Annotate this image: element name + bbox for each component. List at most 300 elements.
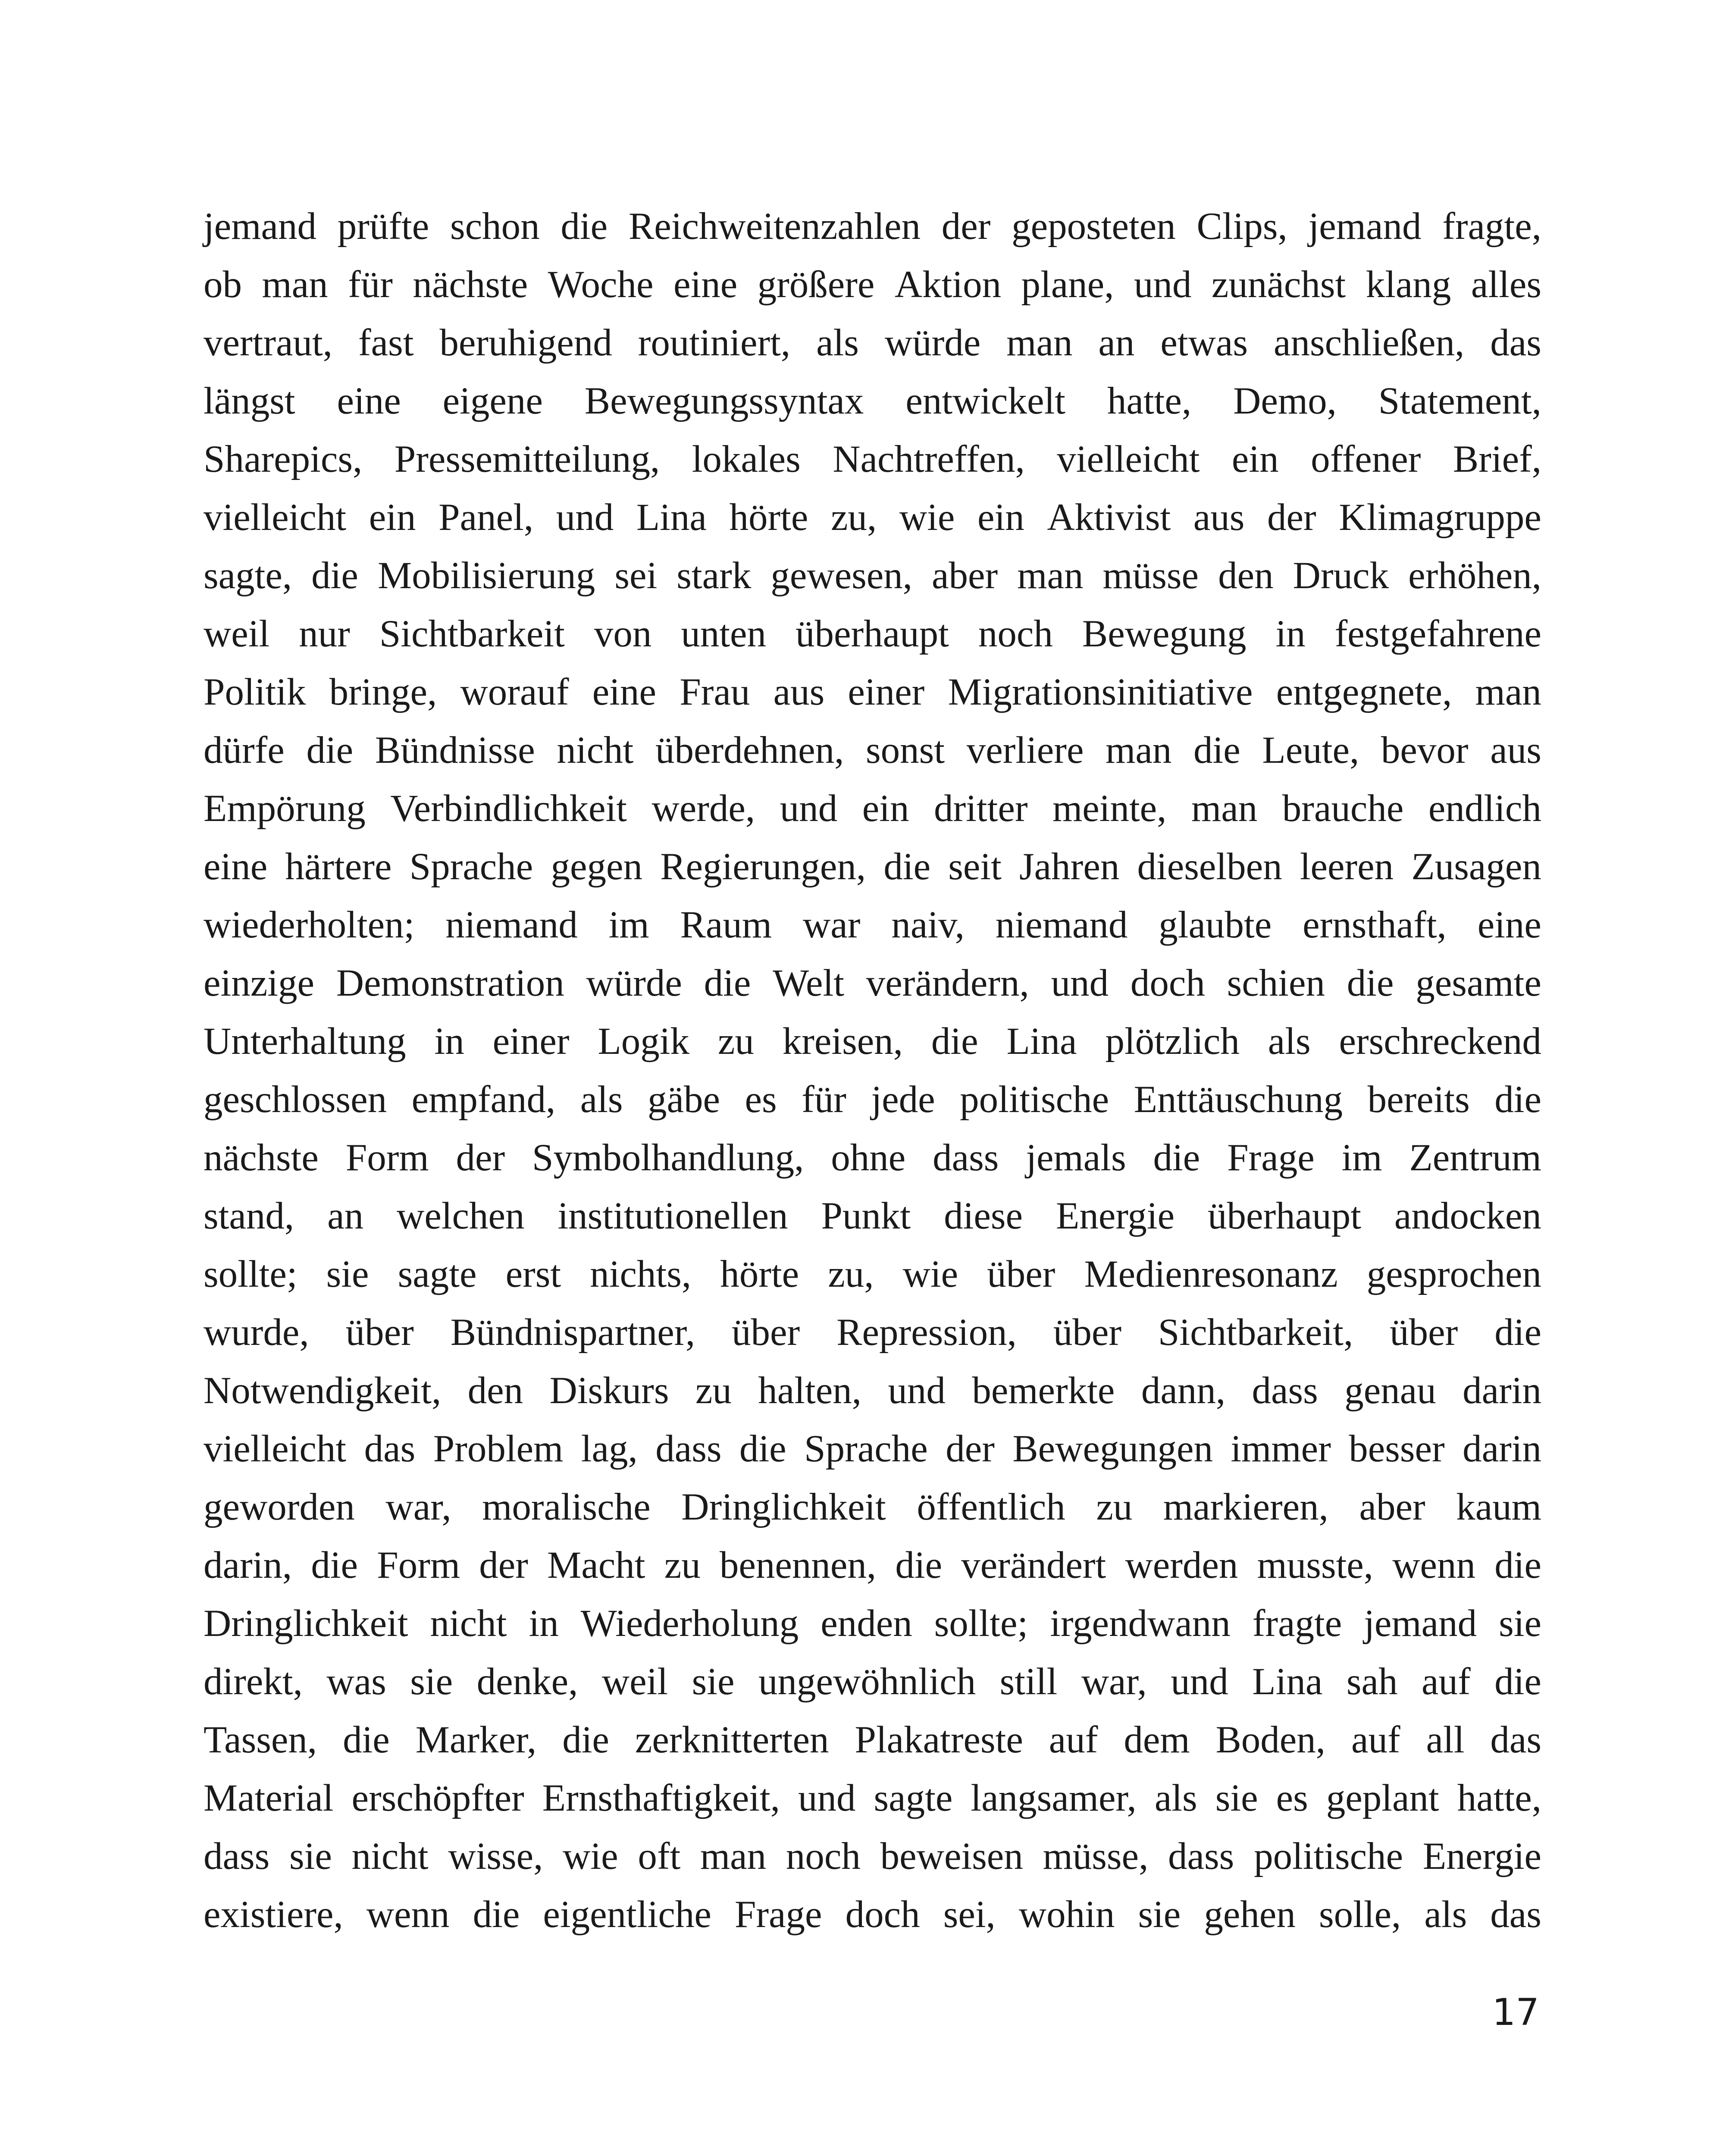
word: sie	[1499, 1602, 1541, 1645]
word: war	[802, 904, 861, 946]
word: hörte	[720, 1253, 799, 1295]
word: Migrationsinitiative	[948, 671, 1253, 713]
word: Leute,	[1262, 729, 1359, 771]
word: größere	[757, 263, 875, 306]
word: die	[306, 729, 354, 771]
word: besser	[1349, 1428, 1445, 1470]
word: entwickelt	[905, 380, 1066, 422]
word: sagte	[398, 1253, 477, 1295]
word: das	[1490, 1719, 1541, 1761]
word: wie	[899, 496, 955, 539]
word: doch	[1130, 962, 1205, 1004]
word: das	[364, 1428, 416, 1470]
word: sollte;	[934, 1602, 1028, 1645]
word: dass	[1168, 1835, 1234, 1877]
word: als	[816, 322, 859, 364]
word: der	[1267, 496, 1316, 539]
word: die	[739, 1428, 786, 1470]
word: erhöhen,	[1408, 555, 1541, 597]
word: Statement,	[1378, 380, 1541, 422]
word: die	[1494, 1661, 1541, 1703]
word: ohne	[831, 1137, 906, 1179]
word: zerknitterten	[635, 1719, 829, 1761]
text-line	[204, 1886, 1541, 1944]
word: von	[594, 613, 652, 655]
word: in	[1275, 613, 1306, 655]
word: erschöpfter	[351, 1777, 524, 1819]
word: zu	[717, 1020, 754, 1062]
word: Sichtbarkeit,	[1158, 1311, 1353, 1354]
word: sie	[289, 1835, 332, 1877]
word: noch	[786, 1835, 861, 1877]
word: doch	[845, 1893, 920, 1936]
word: die	[343, 1719, 390, 1761]
word: oft	[638, 1835, 681, 1877]
word: hörte	[729, 496, 808, 539]
word: die	[1193, 729, 1240, 771]
word: gesamte	[1416, 962, 1541, 1004]
text-line	[204, 430, 1541, 489]
text-line	[204, 547, 1541, 605]
word: war,	[1081, 1661, 1147, 1703]
word: die	[561, 205, 608, 248]
word: lag,	[581, 1428, 638, 1470]
word: Klimagruppe	[1339, 496, 1541, 539]
word: einzige	[204, 962, 314, 1004]
word: über	[1053, 1311, 1121, 1354]
word: als	[1154, 1777, 1197, 1819]
word: der	[456, 1137, 505, 1179]
word: werde,	[651, 787, 755, 830]
text-line	[204, 780, 1541, 838]
word: geworden	[204, 1486, 355, 1528]
word: Enttäuschung	[1134, 1078, 1343, 1121]
word: Sprache	[804, 1428, 928, 1470]
word: werden	[1125, 1544, 1238, 1586]
word: enden	[821, 1602, 912, 1645]
text-line	[204, 896, 1541, 954]
word: geschlossen	[204, 1078, 387, 1121]
word: Energie	[1422, 1835, 1541, 1877]
word: Aktivist	[1047, 496, 1171, 539]
word: eigentliche	[543, 1893, 711, 1936]
word: an	[1098, 322, 1135, 364]
word: nicht	[557, 729, 634, 771]
text-line	[204, 197, 1541, 256]
word: leeren	[1300, 846, 1394, 888]
word: unten	[681, 613, 767, 655]
word: man	[1475, 671, 1541, 713]
word: bereits	[1367, 1078, 1470, 1121]
word: zu,	[831, 496, 877, 539]
word: meinte,	[1052, 787, 1167, 830]
word: prüfte	[337, 205, 429, 248]
word: für	[348, 263, 393, 306]
word: immer	[1231, 1428, 1331, 1470]
word: als	[580, 1078, 623, 1121]
word: die	[883, 846, 931, 888]
word: auf	[1421, 1661, 1471, 1703]
word: eigene	[442, 380, 543, 422]
word: plane,	[1021, 263, 1114, 306]
word: die	[704, 962, 751, 1004]
word: aber	[1359, 1486, 1425, 1528]
word: über	[732, 1311, 800, 1354]
word: vielleicht	[204, 496, 347, 539]
word: fragte,	[1442, 205, 1541, 248]
word: erst	[505, 1253, 561, 1295]
word: offener	[1311, 438, 1421, 480]
word: naiv,	[891, 904, 965, 946]
word: es	[745, 1078, 777, 1121]
word: endlich	[1428, 787, 1541, 830]
word: niemand	[445, 904, 578, 946]
text-line	[204, 1478, 1541, 1536]
word: hatte,	[1457, 1777, 1541, 1819]
word: Plakatreste	[855, 1719, 1023, 1761]
word: fast	[358, 322, 414, 364]
text-line	[204, 1012, 1541, 1071]
word: über	[987, 1253, 1055, 1295]
word: erschreckend	[1339, 1020, 1541, 1062]
word: Lina	[1252, 1661, 1323, 1703]
word: auf	[1049, 1719, 1098, 1761]
word: war,	[385, 1486, 451, 1528]
word: Marker,	[415, 1719, 537, 1761]
word: wurde,	[204, 1311, 309, 1354]
word: Zusagen	[1411, 846, 1541, 888]
word: Symbolhandlung,	[532, 1137, 804, 1179]
word: nächste	[413, 263, 528, 306]
word: sei,	[943, 1893, 996, 1936]
word: Frage	[734, 1893, 822, 1936]
word: dritter	[934, 787, 1028, 830]
word: stand,	[204, 1195, 294, 1237]
text-line	[204, 1245, 1541, 1304]
text-line	[204, 372, 1541, 430]
word: sagte	[874, 1777, 953, 1819]
word: Wiederholung	[580, 1602, 799, 1645]
word: ein	[1231, 438, 1279, 480]
word: über	[1390, 1311, 1458, 1354]
text-line	[204, 721, 1541, 780]
text-line	[204, 1420, 1541, 1478]
word: nur	[299, 613, 350, 655]
word: sah	[1346, 1661, 1398, 1703]
word: den	[467, 1369, 523, 1412]
word: verändert	[961, 1544, 1106, 1586]
word: dem	[1124, 1719, 1190, 1761]
word: den	[1218, 555, 1274, 597]
word: die	[931, 1020, 978, 1062]
word: Energie	[1055, 1195, 1175, 1237]
word: aus	[1490, 729, 1541, 771]
word: man	[1191, 787, 1258, 830]
word: Dringlichkeit	[681, 1486, 886, 1528]
word: und	[1134, 263, 1192, 306]
word: die	[1494, 1544, 1541, 1586]
word: was	[326, 1661, 386, 1703]
word: Empörung	[204, 787, 366, 830]
word: dass	[1252, 1369, 1318, 1412]
word: nächste	[204, 1137, 319, 1179]
word: zu	[695, 1369, 732, 1412]
word: markieren,	[1163, 1486, 1328, 1528]
word: Punkt	[821, 1195, 911, 1237]
word: als	[1268, 1020, 1311, 1062]
word: einer	[492, 1020, 570, 1062]
word: im	[608, 904, 649, 946]
word: überhaupt	[1208, 1195, 1361, 1237]
word: das	[1490, 322, 1541, 364]
word: Dringlichkeit	[204, 1602, 408, 1645]
word: darin	[1463, 1428, 1541, 1470]
word: langsamer,	[971, 1777, 1137, 1819]
word: Logik	[598, 1020, 689, 1062]
word: vielleicht	[204, 1428, 347, 1470]
word: das	[1490, 1893, 1541, 1936]
word: verliere	[966, 729, 1084, 771]
text-line	[204, 256, 1541, 314]
word: ob	[204, 263, 242, 306]
word: vertraut,	[204, 322, 332, 364]
word: und	[1051, 962, 1109, 1004]
word: Bewegungen	[1012, 1428, 1213, 1470]
word: halten,	[758, 1369, 862, 1412]
word: sie	[1138, 1893, 1181, 1936]
word: benennen,	[719, 1544, 877, 1586]
word: still	[999, 1661, 1058, 1703]
text-line	[204, 1595, 1541, 1653]
text-line	[204, 605, 1541, 663]
word: Pressemitteilung,	[394, 438, 660, 480]
word: jemand	[204, 205, 316, 248]
word: Diskurs	[549, 1369, 669, 1412]
text-line	[204, 1827, 1541, 1886]
word: beruhigend	[439, 322, 612, 364]
word: jemals	[1026, 1137, 1126, 1179]
text-line	[204, 954, 1541, 1012]
word: Regierungen,	[660, 846, 866, 888]
word: Panel,	[438, 496, 534, 539]
word: sagte,	[204, 555, 292, 597]
word: es	[1276, 1777, 1308, 1819]
word: wisse,	[448, 1835, 543, 1877]
word: zunächst	[1211, 263, 1346, 306]
word: müsse,	[1043, 1835, 1149, 1877]
word: Zentrum	[1409, 1137, 1541, 1179]
word: Brief,	[1453, 438, 1541, 480]
text-line	[204, 1362, 1541, 1420]
word: ernsthaft,	[1303, 904, 1447, 946]
word: Verbindlichkeit	[390, 787, 627, 830]
word: der	[479, 1544, 528, 1586]
word: an	[327, 1195, 364, 1237]
word: die	[1494, 1311, 1541, 1354]
word: man	[262, 263, 328, 306]
word: sollte;	[204, 1253, 298, 1295]
word: lokales	[692, 438, 801, 480]
text-line	[204, 1304, 1541, 1362]
word: die	[895, 1544, 943, 1586]
word: gehen	[1204, 1893, 1296, 1936]
word: genau	[1344, 1369, 1436, 1412]
word: gäbe	[648, 1078, 720, 1121]
word: wohin	[1018, 1893, 1115, 1936]
text-line	[204, 1711, 1541, 1769]
word: eine	[592, 671, 656, 713]
word: Repression,	[836, 1311, 1017, 1354]
word: niemand	[995, 904, 1128, 946]
word: würde	[884, 322, 981, 364]
word: der	[941, 205, 991, 248]
word: darin	[1463, 1369, 1541, 1412]
word: darin,	[204, 1544, 292, 1586]
word: aber	[932, 555, 998, 597]
word: noch	[978, 613, 1053, 655]
word: Druck	[1293, 555, 1389, 597]
text-line	[204, 1536, 1541, 1595]
word: nicht	[351, 1835, 429, 1877]
word: überdehnen,	[655, 729, 844, 771]
word: Clips,	[1196, 205, 1287, 248]
word: Welt	[773, 962, 844, 1004]
word: aus	[1193, 496, 1245, 539]
word: empfand,	[411, 1078, 556, 1121]
word: Bewegungssyntax	[584, 380, 864, 422]
word: und	[888, 1369, 946, 1412]
word: zu	[664, 1544, 701, 1586]
word: plötzlich	[1105, 1020, 1240, 1062]
word: zu,	[828, 1253, 874, 1295]
word: dann,	[1141, 1369, 1226, 1412]
word: Reichweitenzahlen	[628, 205, 921, 248]
word: Bündnispartner,	[450, 1311, 695, 1354]
word: geplant	[1326, 1777, 1439, 1819]
word: sie	[326, 1253, 369, 1295]
text-line	[204, 314, 1541, 372]
word: stark	[677, 555, 752, 597]
word: die	[311, 1544, 358, 1586]
word: verändern,	[866, 962, 1029, 1004]
word: härtere	[285, 846, 392, 888]
word: nichts,	[590, 1253, 692, 1295]
text-line	[204, 1653, 1541, 1711]
text-line	[204, 1769, 1541, 1827]
word: die	[562, 1719, 609, 1761]
word: Raum	[680, 904, 772, 946]
word: glaubte	[1159, 904, 1272, 946]
word: man	[1017, 555, 1084, 597]
word: Form	[377, 1544, 460, 1586]
word: routiniert,	[638, 322, 791, 364]
word: direkt,	[204, 1661, 303, 1703]
word: moralische	[482, 1486, 651, 1528]
text-line	[204, 1129, 1541, 1187]
word: Sichtbarkeit	[379, 613, 565, 655]
text-line	[204, 489, 1541, 547]
word: bringe,	[329, 671, 437, 713]
word: musste,	[1257, 1544, 1374, 1586]
word: die	[1347, 962, 1394, 1004]
word: existiere,	[204, 1893, 343, 1936]
word: auf	[1351, 1719, 1400, 1761]
word: Mobilisierung	[377, 555, 595, 597]
word: Problem	[433, 1428, 564, 1470]
word: ungewöhnlich	[758, 1661, 976, 1703]
word: alles	[1471, 263, 1541, 306]
word: fragte	[1252, 1602, 1342, 1645]
word: worauf	[460, 671, 569, 713]
word: festgefahrene	[1334, 613, 1541, 655]
word: Demo,	[1233, 380, 1337, 422]
word: über	[345, 1311, 414, 1354]
word: Material	[204, 1777, 334, 1819]
word: beweisen	[880, 1835, 1023, 1877]
word: entgegnete,	[1276, 671, 1452, 713]
word: als	[1424, 1893, 1467, 1936]
word: Ernsthaftigkeit,	[542, 1777, 780, 1819]
word: diese	[944, 1195, 1023, 1237]
word: Aktion	[894, 263, 1002, 306]
word: jemand	[1308, 205, 1422, 248]
word: im	[1341, 1137, 1382, 1179]
word: denke,	[476, 1661, 578, 1703]
word: gewesen,	[770, 555, 912, 597]
word: bemerkte	[972, 1369, 1115, 1412]
word: eine	[204, 846, 268, 888]
word: Macht	[547, 1544, 645, 1586]
word: Form	[345, 1137, 429, 1179]
word: geposteten	[1012, 205, 1176, 248]
word: brauche	[1282, 787, 1404, 830]
word: Lina	[1006, 1020, 1077, 1062]
word: Unterhaltung	[204, 1020, 406, 1062]
word: sei	[614, 555, 658, 597]
word: Tassen,	[204, 1719, 317, 1761]
word: ein	[369, 496, 416, 539]
word: aus	[773, 671, 825, 713]
word: gesprochen	[1366, 1253, 1541, 1295]
word: politische	[960, 1078, 1109, 1121]
word: schon	[450, 205, 540, 248]
word: und	[780, 787, 838, 830]
word: institutionellen	[557, 1195, 788, 1237]
word: ein	[977, 496, 1024, 539]
word: etwas	[1160, 322, 1248, 364]
word: und	[798, 1777, 856, 1819]
word: würde	[586, 962, 682, 1004]
word: längst	[204, 380, 295, 422]
word: eine	[1477, 904, 1541, 946]
text-line	[204, 663, 1541, 721]
word: Frau	[680, 671, 750, 713]
word: Sharepics,	[204, 438, 363, 480]
word: dass	[204, 1835, 270, 1877]
word: jemand	[1364, 1602, 1477, 1645]
word: wiederholten;	[204, 904, 415, 946]
word: eine	[337, 380, 401, 422]
word: die	[473, 1893, 520, 1936]
word: sie	[692, 1661, 735, 1703]
word: all	[1426, 1719, 1465, 1761]
word: anschließen,	[1273, 322, 1465, 364]
word: sie	[410, 1661, 453, 1703]
word: jede	[871, 1078, 935, 1121]
word: klang	[1366, 263, 1451, 306]
word: solle,	[1319, 1893, 1401, 1936]
word: vielleicht	[1057, 438, 1200, 480]
